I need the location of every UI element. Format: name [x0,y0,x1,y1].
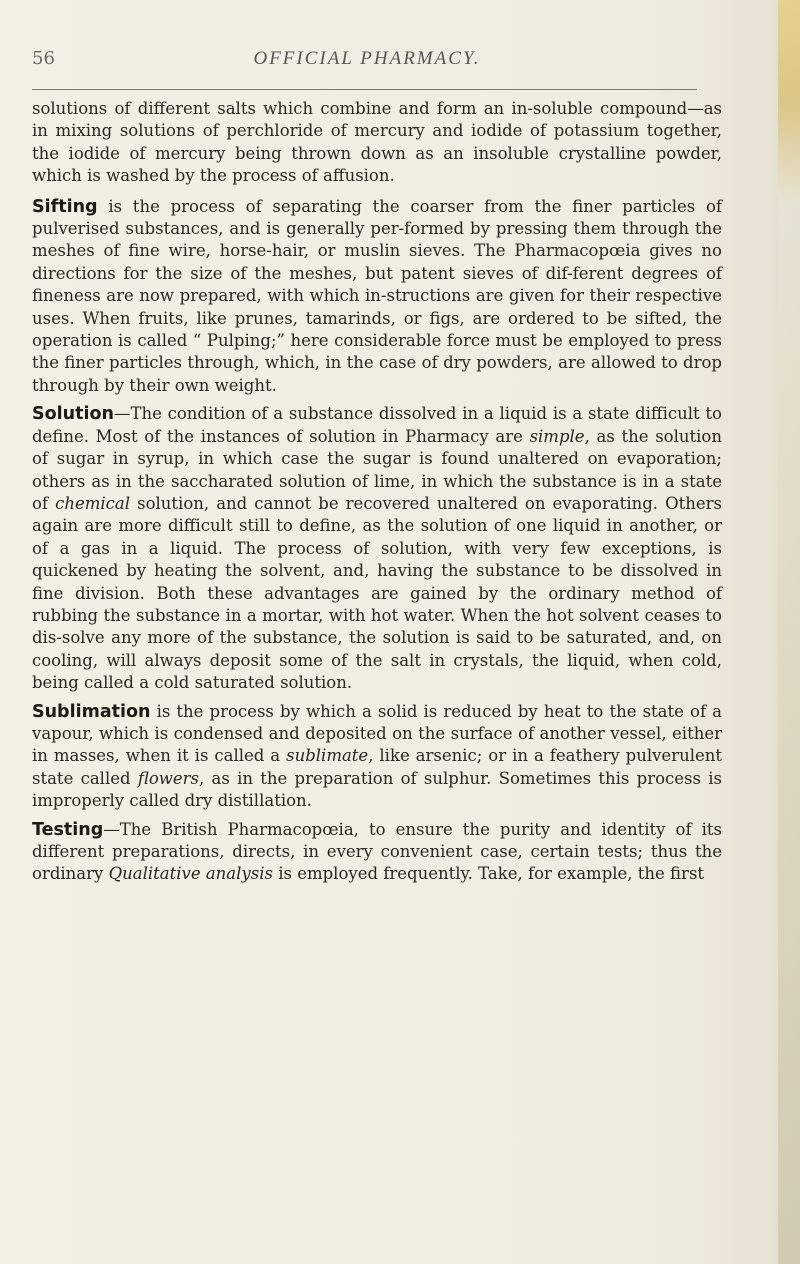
italic-text: chemical [55,493,131,513]
paragraph-text: solutions of different salts which combine and form an in-soluble compound—as in mixing solutions of perchloride of mercury and iodide of potassium together, the iodide of mercury being thrown down as an insoluble crystalline powder, which is washed by the process of affusion. [32,99,722,186]
paragraph-continuation [32,98,722,188]
body-text [32,98,722,892]
paragraph-text: , as in the preparation of sulphur. Sometimes this process is improperly called dry distillation. [32,768,722,811]
running-title: OFFICIAL PHARMACY. [253,48,481,69]
paragraph-sublimation [32,701,722,813]
paragraph-text: solution, and cannot be recovered unaltered on evaporating. Others again are more difficult still to define, as the solution of one liquid in another, or of a gas in a liquid. The process of solution, with very few exceptions, is quickened by heating the solvent, and, having the substance to be dissolved in fine division. Both these advantages are gained by the ordinary method of rubbing the substance in a mortar, with hot water. When the hot solvent ceases to dis-solve any more of the substance, the solution is said to be saturated, and, on cooling, will always deposit some of the salt in crystals, the liquid, when cold, being called a cold saturated solution. [32,493,722,693]
italic-text: Qualitative analysis [108,864,273,884]
italic-text: simple [529,426,585,446]
paragraph-text: —The British Pharmacopœia, to ensure the purity and identity of its different preparations, directs, in every convenient case, certain tests; thus the ordinary [32,819,722,884]
paragraph-solution [32,403,722,694]
paragraph-text: is the process of separating the coarser from the finer particles of pulverised substances, and is generally per-formed by pressing them through the meshes of fine wire, horse-hair, or muslin sieves. The Pharmacopœia gives no directions for the size of the meshes, but patent sieves of dif-ferent degrees of fineness are now prepared, with which in-structions are given for their respective uses. When fruits, like prunes, tamarinds, or figs, are ordered to be sifted, the operation is called “ Pulping;” here considerable force must be employed to press the finer particles through, which, in the case of dry powders, are allowed to drop through by their own weight. [32,196,722,395]
page-edge [778,0,800,1264]
paragraph-text: , as the solution of sugar in syrup, in which case the sugar is found unaltered on evaporation; others as in the saccharated solution of lime, in which the substance is in a state of [32,426,722,513]
paragraph-sifting [32,196,722,398]
paragraph-text: , like arsenic; or in a feathery pulverulent state called [32,746,722,788]
paragraph-testing [32,819,722,886]
page-header [32,48,702,82]
term-heading: Sifting [32,196,98,217]
term-heading: Solution [32,404,114,425]
italic-text: sublimate [286,746,369,766]
italic-text: flowers [137,768,200,788]
term-heading: Testing [32,819,104,840]
header-rule [32,89,697,90]
page-number: 56 [32,48,55,69]
paragraph-text: —The condition of a substance dissolved in a liquid is a state difficult to define. Most of the instances of solution in Pharmacy are [32,404,722,446]
term-heading: Sublimation [32,701,151,722]
paragraph-text: is the process by which a solid is reduced by heat to the state of a vapour, which is condensed and deposited on the surface of another vessel, either in masses, when it is called a [32,701,722,766]
paragraph-text: is employed frequently. Take, for example, the first [272,864,705,884]
